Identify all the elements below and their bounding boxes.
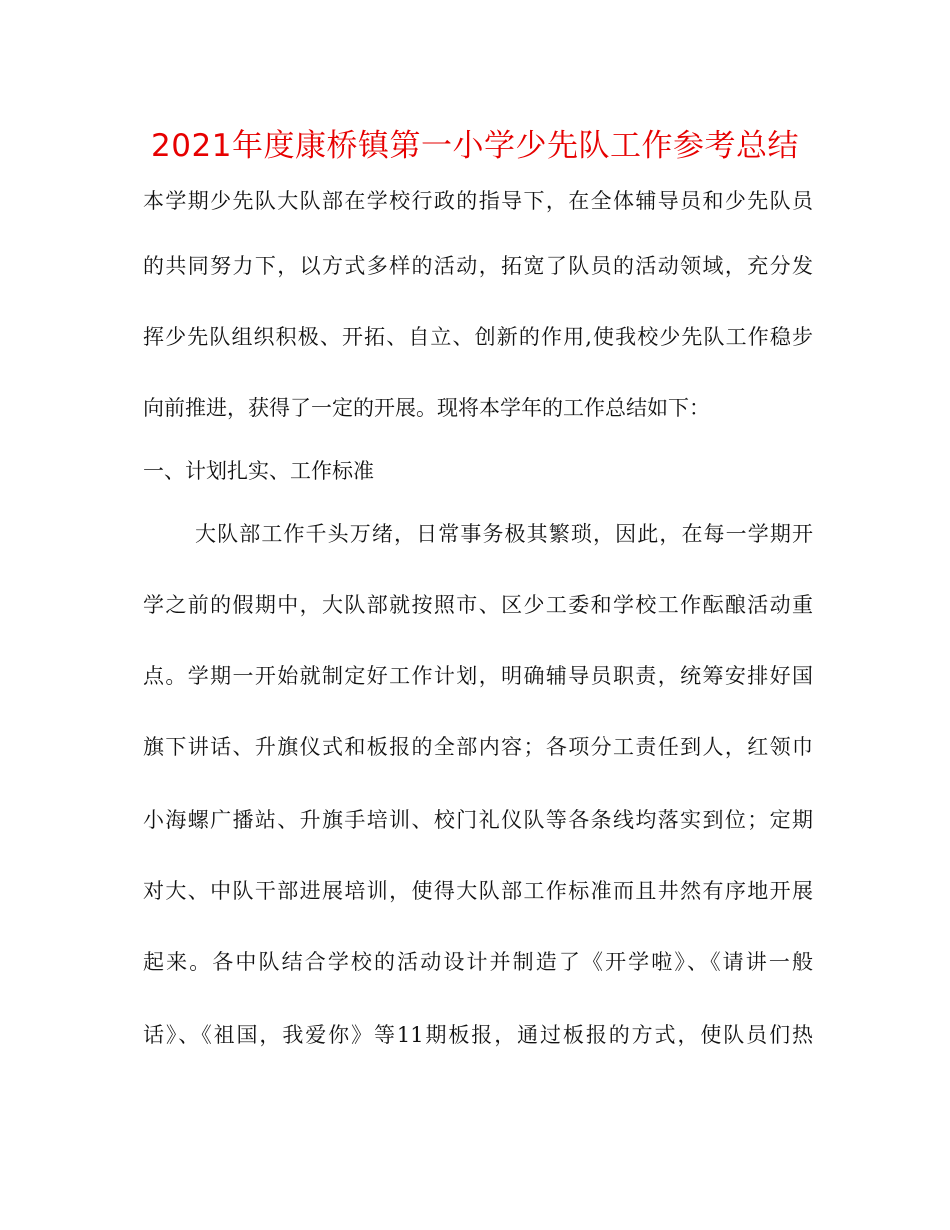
paragraph-line: 起来。各中队结合学校的活动设计并制造了《开学啦》、《请讲一般: [143, 950, 813, 974]
paragraph-line: 学之前的假期中，大队部就按照市、区少工委和学校工作酝酿活动重: [143, 593, 813, 617]
paragraph-line: 本学期少先队大队部在学校行政的指导下，在全体辅导员和少先队员: [143, 189, 813, 213]
paragraph-line: 对大、中队干部进展培训，使得大队部工作标准而且井然有序地开展: [143, 879, 813, 903]
paragraph-line: 的共同努力下，以方式多样的活动，拓宽了队员的活动领域，充分发: [143, 254, 813, 278]
paragraph-line: 挥少先队组织积极、开拓、自立、创新的作用,使我校少先队工作稳步: [143, 325, 813, 349]
paragraph-line: 话》、《祖国，我爱你》等11期板报，通过板报的方式，使队员们热: [143, 1023, 813, 1047]
section-heading: 一、计划扎实、工作标准: [143, 459, 374, 483]
paragraph-line: 点。学期一开始就制定好工作计划，明确辅导员职责，统筹安排好国: [143, 664, 813, 688]
paragraph-line: 大队部工作千头万绪，日常事务极其繁琐，因此，在每一学期开: [195, 522, 813, 546]
paragraph-line: 向前推进，获得了一定的开展。现将本学年的工作总结如下：: [143, 396, 710, 420]
paragraph-line: 旗下讲话、升旗仪式和板报的全部内容；各项分工责任到人，红领巾: [143, 735, 813, 759]
paragraph-line: 小海螺广播站、升旗手培训、校门礼仪队等各条线均落实到位；定期: [143, 808, 813, 832]
document-title: 2021年度康桥镇第一小学少先队工作参考总结: [151, 128, 799, 164]
